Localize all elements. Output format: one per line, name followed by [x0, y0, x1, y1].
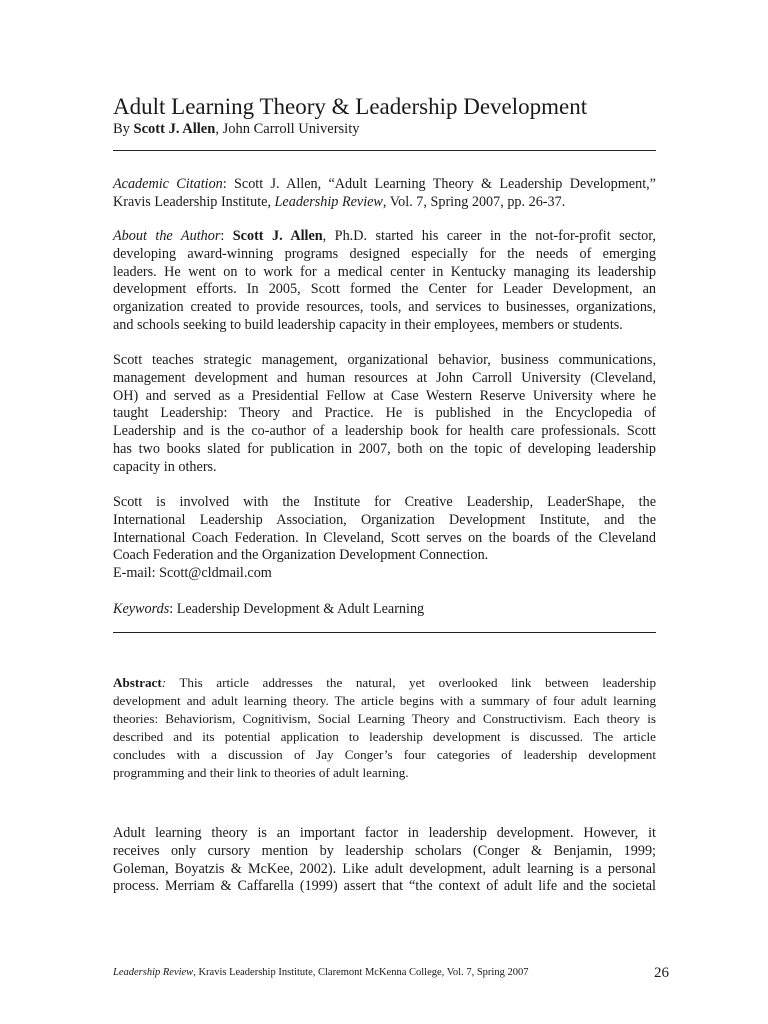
- teaching-line: management development and human resources at John Carroll University (Cleveland,: [113, 369, 656, 386]
- footer-journal: Leadership Review: [113, 967, 194, 978]
- byline: [113, 120, 360, 138]
- author-email: E-mail: Scott@cldmail.com: [113, 565, 272, 582]
- about-label: About the Author: [113, 228, 221, 244]
- citation-label: Academic Citation: [113, 176, 223, 192]
- citation-line: Academic Citation: Scott J. Allen, “Adult Learning Theory & Leadership Development,”: [113, 176, 656, 192]
- about-line: development efforts. In 2005, Scott formed the Center for Leader Development, an: [113, 281, 656, 298]
- abstract-line: theories: Behaviorism, Cognitivism, Social Learning Theory and Constructivism. Each theory is: [113, 711, 656, 726]
- abstract-line: development and adult learning theory. The article begins with a summary of four adult learning: [113, 693, 656, 708]
- author-affiliation: , John Carroll University: [215, 121, 360, 137]
- involvement-line: International Leadership Association, Organization Development Institute, and the: [113, 511, 656, 528]
- involvement-line: International Coach Federation. In Cleveland, Scott serves on the boards of the Cleveland: [113, 529, 656, 546]
- about-line: About the Author: Scott J. Allen, Ph.D. started his career in the not-for-profit sector,: [113, 228, 656, 244]
- teaching-line: Leadership and is the co-author of a leadership book for health care professionals. Scott: [113, 423, 656, 440]
- teaching-line: Scott teaches strategic management, organizational behavior, business communications,: [113, 352, 656, 368]
- teaching-line: taught Leadership: Theory and Practice. He is published in the Encyclopedia of: [113, 405, 656, 422]
- about-the-author: [113, 228, 656, 335]
- keywords-line: Keywords: Leadership Development & Adult Learning: [113, 601, 425, 617]
- article-title: Adult Learning Theory & Leadership Development: [113, 94, 588, 119]
- about-line: developing award-winning programs designed especially for the needs of emerging: [113, 245, 656, 262]
- keywords: [113, 601, 656, 619]
- teaching-line: capacity in others.: [113, 458, 217, 475]
- involvement-paragraph: [113, 494, 656, 583]
- about-line: organization created to provide resources, tools, and services to businesses, organizations,: [113, 299, 656, 316]
- citation-journal: Leadership Review: [274, 193, 383, 210]
- involvement-line: Scott is involved with the Institute for Creative Leadership, LeaderShape, the: [113, 494, 656, 510]
- abstract-label: Abstract: [113, 675, 162, 690]
- abstract-line: Abstract: This article addresses the natural, yet overlooked link between leadership: [113, 675, 656, 690]
- abstract-line: described and its potential application to leadership development is discussed. The article: [113, 729, 656, 744]
- divider-rule: [113, 150, 656, 151]
- about-line: and schools seeking to build leadership capacity in their employees, members or students.: [113, 316, 623, 333]
- about-author-name: Scott J. Allen: [232, 228, 323, 244]
- page-number: 26: [654, 965, 669, 981]
- footer-text: , Kravis Leadership Institute, Claremont McKenna College, Vol. 7, Spring 2007: [193, 967, 529, 978]
- teaching-line: has two books slated for publication in 2007, both on the topic of developing leadership: [113, 440, 656, 457]
- teaching-paragraph: [113, 352, 656, 477]
- author-name: Scott J. Allen: [133, 121, 216, 137]
- divider-rule: [113, 632, 656, 633]
- abstract: [113, 674, 656, 782]
- body-line: process. Merriam & Caffarella (1999) assert that “the context of adult life and the societal: [113, 878, 656, 895]
- by-prefix: By: [113, 121, 134, 137]
- body-paragraph: [113, 825, 656, 896]
- about-line: leaders. He went on to work for a medical center in Kentucky managing its leadership: [113, 263, 656, 280]
- body-line: receives only cursory mention by leadership scholars (Conger & Benjamin, 1999;: [113, 842, 656, 859]
- abstract-line: concludes with a discussion of Jay Conger’s four categories of leadership development: [113, 747, 656, 762]
- body-line: Adult learning theory is an important factor in leadership development. However, it: [113, 825, 656, 841]
- body-line: Goleman, Boyatzis & McKee, 2002). Like adult development, adult learning is a personal: [113, 860, 656, 877]
- page-footer: [113, 966, 528, 980]
- involvement-line: Coach Federation and the Organization Development Connection.: [113, 547, 489, 564]
- keywords-label: Keywords: [113, 601, 170, 617]
- abstract-line: programming and their link to theories of adult learning.: [113, 765, 409, 780]
- citation-line: Kravis Leadership Institute, Leadership Review, Vol. 7, Spring 2007, pp. 26-37.: [113, 193, 566, 210]
- teaching-line: OH) and served as a Presidential Fellow at Case Western Reserve University where he: [113, 387, 656, 404]
- academic-citation: [113, 176, 656, 212]
